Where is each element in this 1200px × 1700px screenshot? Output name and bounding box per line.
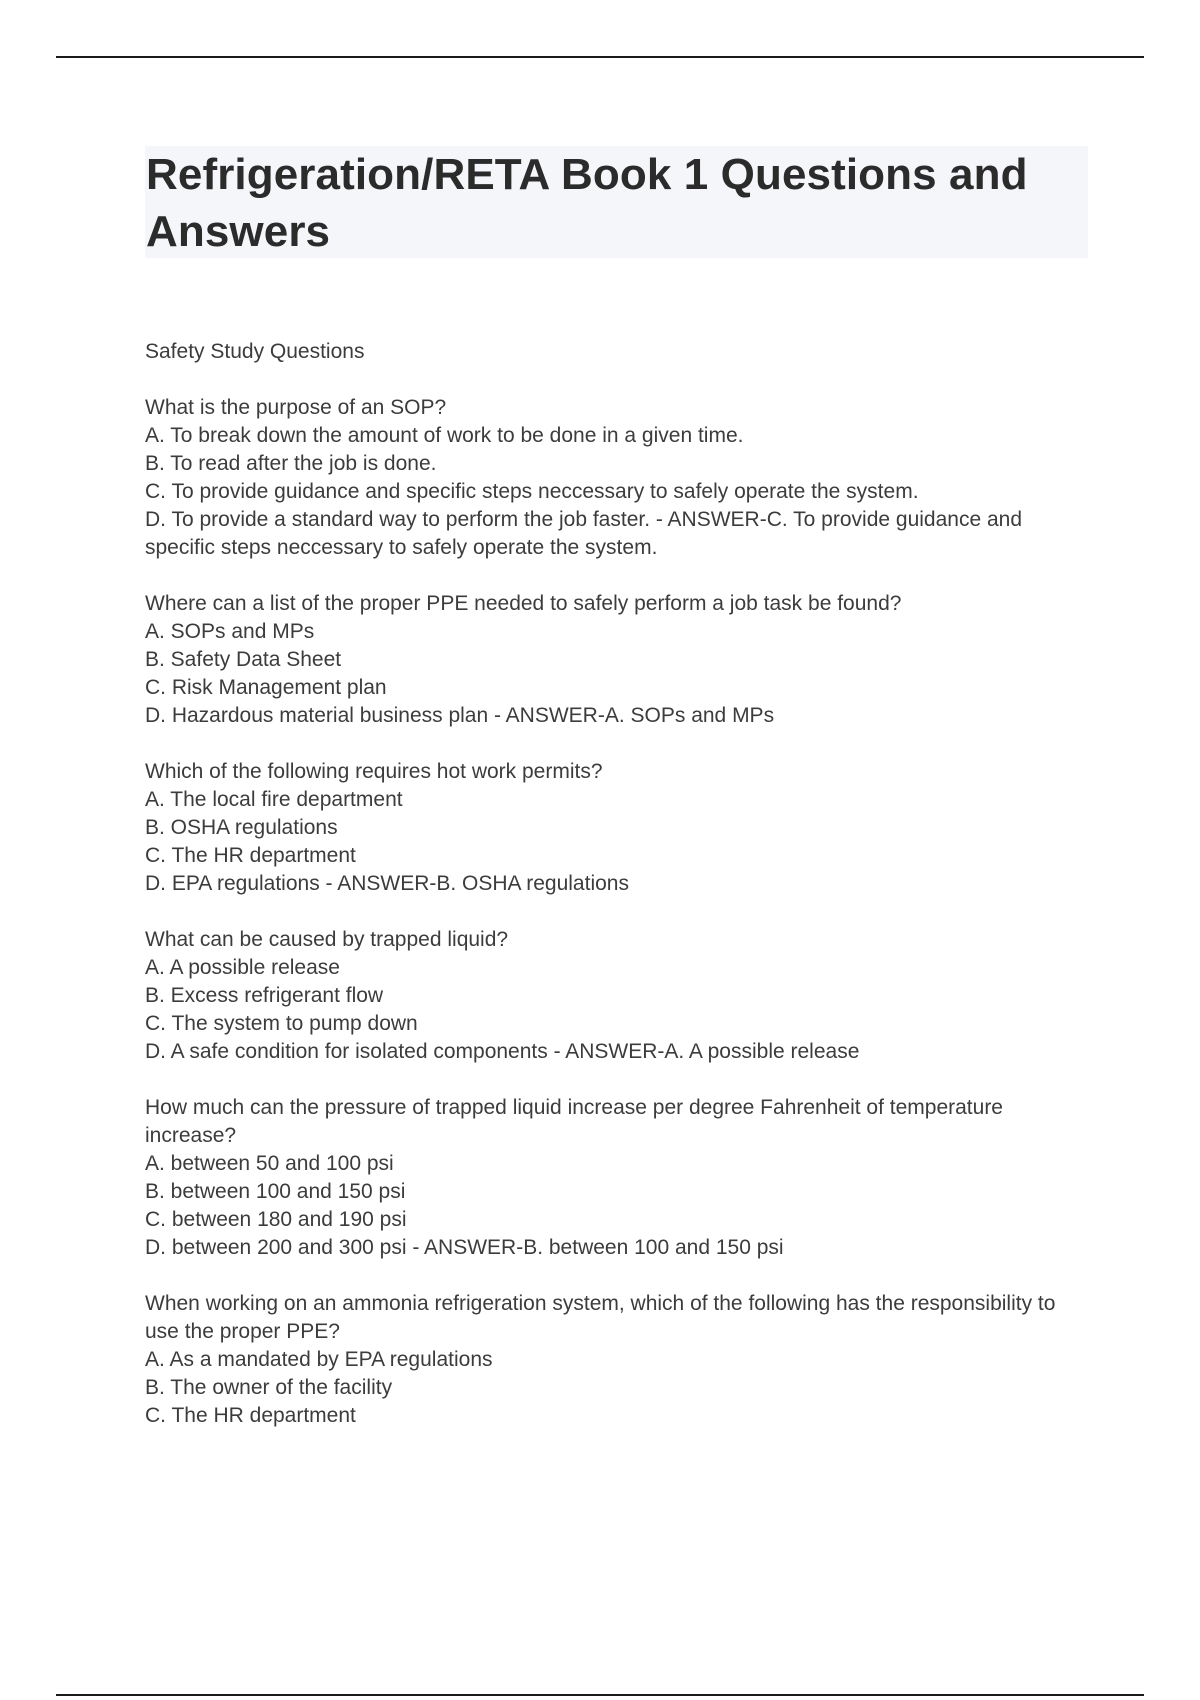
option-d-with-answer: D. between 200 and 300 psi - ANSWER-B. between 100 and 150 psi <box>145 1236 784 1259</box>
option-b: B. The owner of the facility <box>145 1376 393 1399</box>
question-text: Which of the following requires hot work permits? <box>145 760 603 783</box>
question-text: What can be caused by trapped liquid? <box>145 928 509 951</box>
bottom-rule <box>56 1694 1144 1696</box>
question-block <box>145 1290 1075 1430</box>
top-rule <box>56 56 1144 58</box>
option-a: A. A possible release <box>145 956 340 979</box>
question-block <box>145 590 1075 730</box>
option-a: A. SOPs and MPs <box>145 620 315 643</box>
option-d-with-answer: D. A safe condition for isolated components - ANSWER-A. A possible release <box>145 1040 860 1063</box>
option-d-with-answer: D. EPA regulations - ANSWER-B. OSHA regulations <box>145 872 629 895</box>
option-b: B. To read after the job is done. <box>145 452 437 475</box>
section-heading: Safety Study Questions <box>145 340 365 363</box>
question-block <box>145 758 1075 898</box>
option-c: C. Risk Management plan <box>145 676 387 699</box>
question-block <box>145 1094 1075 1262</box>
option-c: C. To provide guidance and specific steps neccessary to safely operate the system. <box>145 480 919 503</box>
option-c: C. between 180 and 190 psi <box>145 1208 407 1231</box>
option-a: A. between 50 and 100 psi <box>145 1152 394 1175</box>
option-c: C. The HR department <box>145 1404 356 1427</box>
option-b: B. Excess refrigerant flow <box>145 984 384 1007</box>
option-b: B. OSHA regulations <box>145 816 338 839</box>
option-a: A. As a mandated by EPA regulations <box>145 1348 493 1371</box>
question-text: When working on an ammonia refrigeration system, which of the following has the responsibility to use the proper PPE? <box>145 1292 1056 1343</box>
option-b: B. Safety Data Sheet <box>145 648 342 671</box>
option-a: A. The local fire department <box>145 788 403 811</box>
question-text: What is the purpose of an SOP? <box>145 396 447 419</box>
document-title: Refrigeration/RETA Book 1 Questions and Answers <box>146 150 1028 256</box>
option-a: A. To break down the amount of work to be done in a given time. <box>145 424 744 447</box>
option-b: B. between 100 and 150 psi <box>145 1180 406 1203</box>
question-text: Where can a list of the proper PPE needed to safely perform a job task be found? <box>145 592 902 615</box>
title-banner <box>145 146 1088 258</box>
question-block <box>145 394 1075 562</box>
option-c: C. The system to pump down <box>145 1012 418 1035</box>
option-d-with-answer: D. Hazardous material business plan - ANSWER-A. SOPs and MPs <box>145 704 775 727</box>
document-body <box>145 338 1075 1458</box>
option-d-with-answer: D. To provide a standard way to perform the job faster. - ANSWER-C. To provide guidance and specific steps neccessary to safely operate the system. <box>145 508 1023 559</box>
question-text: How much can the pressure of trapped liquid increase per degree Fahrenheit of temperature increase? <box>145 1096 1003 1147</box>
question-block <box>145 926 1075 1066</box>
option-c: C. The HR department <box>145 844 356 867</box>
